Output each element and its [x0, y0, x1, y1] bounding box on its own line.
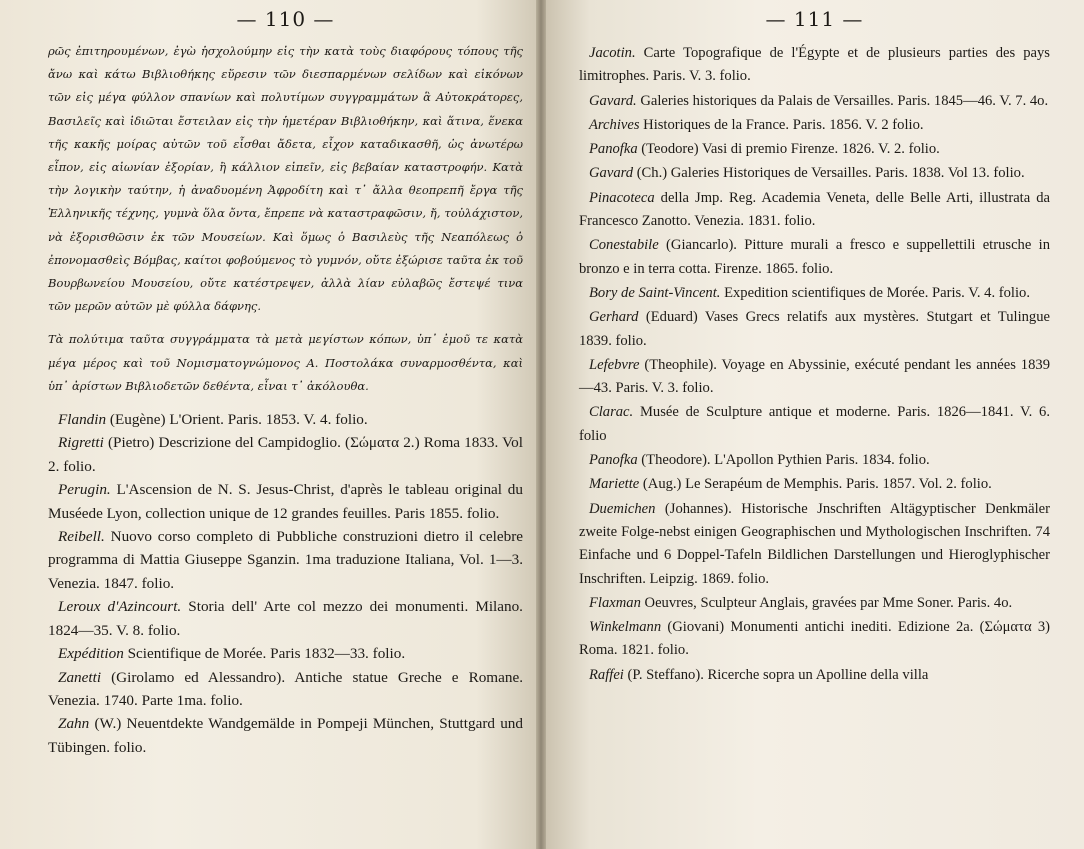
- entry-text: Carte Topografique de l'Égypte et de plusieurs parties des pays limitrophes. Paris. V. 3. folio.: [579, 45, 1050, 85]
- entry-text: (Eugène) L'Orient. Paris. 1853. V. 4. folio.: [106, 411, 368, 429]
- entry-author: Flaxman: [589, 594, 641, 611]
- entry-text: (Giancarlo). Pitture murali a fresco e suppellettili etrusche in bronzo e in terra cotta. Firenze. 1865. folio.: [579, 237, 1050, 277]
- bibliography-entry: [48, 712, 523, 759]
- bibliography-entry: [579, 498, 1050, 591]
- entry-author: Perugin.: [58, 481, 111, 499]
- bibliography-entry: [579, 114, 1050, 137]
- entry-text: Scientifique de Morée. Paris 1832—33. folio.: [123, 645, 406, 663]
- entry-author: Conestabile: [589, 237, 659, 254]
- entry-text: Expedition scientifiques de Morée. Paris. V. 4. folio.: [720, 284, 1030, 301]
- bibliography-entry: [48, 595, 523, 642]
- entry-text: (Theodore). L'Apollon Pythien Paris. 1834. folio.: [637, 452, 930, 469]
- entry-text: (Eduard) Vases Grecs relatifs aux mystères. Stutgart et Tulingue 1839. folio.: [579, 309, 1050, 349]
- bibliography-entry: [579, 401, 1050, 448]
- entry-author: Mariette: [589, 476, 640, 493]
- bibliography-entry: [579, 354, 1050, 401]
- bibliography-entry: [579, 282, 1050, 305]
- entry-text: L'Ascension de N. S. Jesus-Christ, d'après le tableau original du Muséede Lyon, collection unique de 12 grandes feuilles. Paris 1855. folio.: [48, 481, 523, 522]
- entry-author: Pinacoteca: [589, 189, 655, 206]
- entry-text: (Theophile). Voyage en Abyssinie, exécuté pendant les années 1839—43. Paris. V. 3. folio.: [579, 356, 1050, 397]
- bibliography-entry: [48, 525, 523, 595]
- page-number: — 111 —: [765, 7, 864, 31]
- right-page: [541, 0, 1084, 849]
- entry-text: della Jmp. Reg. Academia Veneta, delle Belle Arti, illustrata da Francesco Zanotto. Venezia. 1831. folio.: [579, 189, 1050, 230]
- entry-text: Galeries historiques da Palais de Versailles. Paris. 1845—46. V. 7. 4o.: [636, 92, 1049, 109]
- bibliography-entry: [579, 664, 1050, 687]
- bibliography-list: [48, 408, 523, 759]
- entry-text: (Aug.) Le Serapéum de Memphis. Paris. 1857. Vol. 2. folio.: [639, 476, 992, 493]
- entry-text: (Johannes). Historische Jnschriften Altägyptischer Denkmäler zweite Folge-nebst einigen Geographischen und Mythologischen Inschriften. 74 Einfache und 6 Doppel-Tafeln Bildlichen Darstellungen und Hieroglyphischer Inschriften. Leipzig. 1869. folio.: [579, 500, 1050, 587]
- bibliography-entry: [579, 306, 1050, 353]
- entry-text: (Teodore) Vasi di premio Firenze. 1826. V. 2. folio.: [637, 141, 940, 158]
- bibliography-entry: [579, 42, 1050, 89]
- left-page: [0, 0, 541, 849]
- page-number: — 110 —: [236, 7, 335, 31]
- entry-author: Expédition: [58, 645, 124, 663]
- bibliography-entry: [48, 642, 523, 665]
- bibliography-entry: [48, 408, 523, 431]
- entry-author: Zanetti: [58, 668, 102, 686]
- greek-paragraph: Τὰ πολύτιμα ταῦτα συγγράμματα τὰ μετὰ μεγίστων κόπων, ὑπ᾽ ἐμοῦ τε κατὰ μέγα μέρος καὶ τοῦ Νομισματογνώμονος Α. Ποστολάκα συναρμοσθέντα, καὶ ὑπ᾽ ἀρίστων Βιβλιοδετῶν δεθέντα, εἶναι τ᾽ ἀκόλουθα.: [48, 332, 523, 393]
- entry-text: Storia dell' Arte col mezzo dei monumenti. Milano. 1824—35. V. 8. folio.: [48, 598, 523, 639]
- entry-author: Lefebvre: [589, 356, 640, 373]
- entry-text: (P. Steffano). Ricerche sopra un Apolline della villa: [623, 666, 929, 683]
- greek-text-block: [48, 40, 523, 398]
- entry-author: Bory de Saint-Vincent.: [589, 284, 721, 301]
- entry-author: Archives: [589, 116, 640, 133]
- bibliography-entry: [579, 138, 1050, 161]
- bibliography-entry: [48, 666, 523, 713]
- entry-author: Reibell.: [58, 528, 105, 546]
- entry-author: Clarac.: [589, 404, 634, 421]
- entry-author: Rigretti: [58, 434, 104, 452]
- book-gutter: [536, 0, 546, 849]
- bibliography-entry: [579, 616, 1050, 663]
- bibliography-entry: [48, 431, 523, 478]
- entry-text: (W.) Neuentdekte Wandgemälde in Pompeji München, Stuttgard und Tübingen. folio.: [48, 715, 523, 756]
- entry-author: Leroux d'Azincourt.: [58, 598, 182, 616]
- entry-author: Gavard.: [589, 92, 637, 109]
- bibliography-entry: [579, 90, 1050, 113]
- bibliography-entry: [579, 592, 1050, 615]
- greek-paragraph: ρῶς ἐπιτηρουμένων, ἐγὼ ἠσχολούμην εἰς τὴν κατὰ τοὺς διαφόρους τόπους τῆς ἄνω καὶ κάτω Βιβλιοθήκης εὕρεσιν τῶν διεσπαρμένων σελίδων καὶ εἰκόνων τῶν εἰς μέγα φύλλον σπανίων καὶ πολυτίμων συγγραμμάτων ἃ Αὐτοκράτορες, Βασιλεῖς καὶ ἰδιῶται ἔστειλαν εἰς τὴν ἡμετέραν Βιβλιοθήκην, καὶ ἅτινα, ἕνεκα τῆς κακῆς μοίρας αὐτῶν τοῦ εἶσθαι ἄδετα, εἶχον καταδικασθῆ, ὡς ἀνωτέρω εἶπον, εἰς αἰωνίαν ἐξορίαν, ἢ κάλλιον εἰπεῖν, εἰς βεβαίαν καταστροφήν. Κατὰ τὴν λογικὴν ταύτην, ἡ ἀναδυομένη Ἀφροδίτη καὶ τ᾽ ἄλλα θεοπρεπῆ ἔργα τῆς Ἑλληνικῆς τέχνης, γυμνὰ ὅλα ὄντα, ἔπρεπε νὰ καταστραφῶσιν, ἤ, τοὐλάχιστον, νὰ ἐξορισθῶσιν ἐκ τῶν Μουσείων. Καὶ ὅμως ὁ Βασιλεὺς τῆς Νεαπόλεως ὁ ἐπονομασθεὶς Βόμβας, καίτοι φοβούμενος τὸ γυμνόν, οὔτε ἐξώρισε ταῦτα ἐκ τοῦ Βουρβωνείου Μουσείου, οὔτε κατέστρεψεν, ἀλλὰ λίαν εὐλαβῶς ἔστεψέ τινα τῶν μερῶν αὐτῶν μὲ φύλλα δάφνης.: [48, 44, 523, 314]
- entry-text: Oeuvres, Sculpteur Anglais, gravées par Mme Soner. Paris. 4o.: [640, 594, 1013, 611]
- entry-author: Zahn: [58, 715, 90, 733]
- entry-author: Flandin: [58, 411, 107, 429]
- bibliography-list: [579, 42, 1050, 687]
- bibliography-entry: [579, 234, 1050, 281]
- entry-author: Duemichen: [589, 500, 656, 517]
- entry-text: (Pietro) Descrizione del Campidoglio. (Σώματα 2.) Roma 1833. Vol 2. folio.: [48, 434, 523, 475]
- entry-author: Winkelmann: [589, 619, 662, 636]
- entry-author: Raffei: [589, 666, 624, 683]
- bibliography-entry: [48, 478, 523, 525]
- entry-text: (Girolamo ed Alessandro). Antiche statue Greche e Romane. Venezia. 1740. Parte 1ma. folio.: [48, 668, 523, 709]
- entry-text: Nuovo corso completo di Pubbliche construzioni dietro il celebre programma di Mattia Giuseppe Sganzin. 1ma traduzione Italiana, Vol. 1—3. Venezia. 1847. folio.: [48, 528, 523, 592]
- entry-text: Historiques de la France. Paris. 1856. V. 2 folio.: [639, 116, 924, 133]
- entry-text: (Giovani) Monumenti antichi inediti. Edizione 2a. (Σώματα 3) Roma. 1821. folio.: [579, 619, 1050, 659]
- entry-author: Panofka: [589, 452, 638, 469]
- bibliography-entry: [579, 162, 1050, 185]
- entry-author: Jacotin.: [589, 45, 636, 61]
- entry-text: Musée de Sculpture antique et moderne. Paris. 1826—1841. V. 6. folio: [579, 404, 1050, 444]
- entry-author: Gerhard: [589, 309, 639, 326]
- entry-author: Panofka: [589, 141, 638, 158]
- bibliography-entry: [579, 473, 1050, 496]
- entry-author: Gavard: [589, 165, 634, 182]
- bibliography-entry: [579, 449, 1050, 472]
- entry-text: (Ch.) Galeries Historiques de Versailles. Paris. 1838. Vol 13. folio.: [633, 165, 1025, 182]
- bibliography-entry: [579, 187, 1050, 234]
